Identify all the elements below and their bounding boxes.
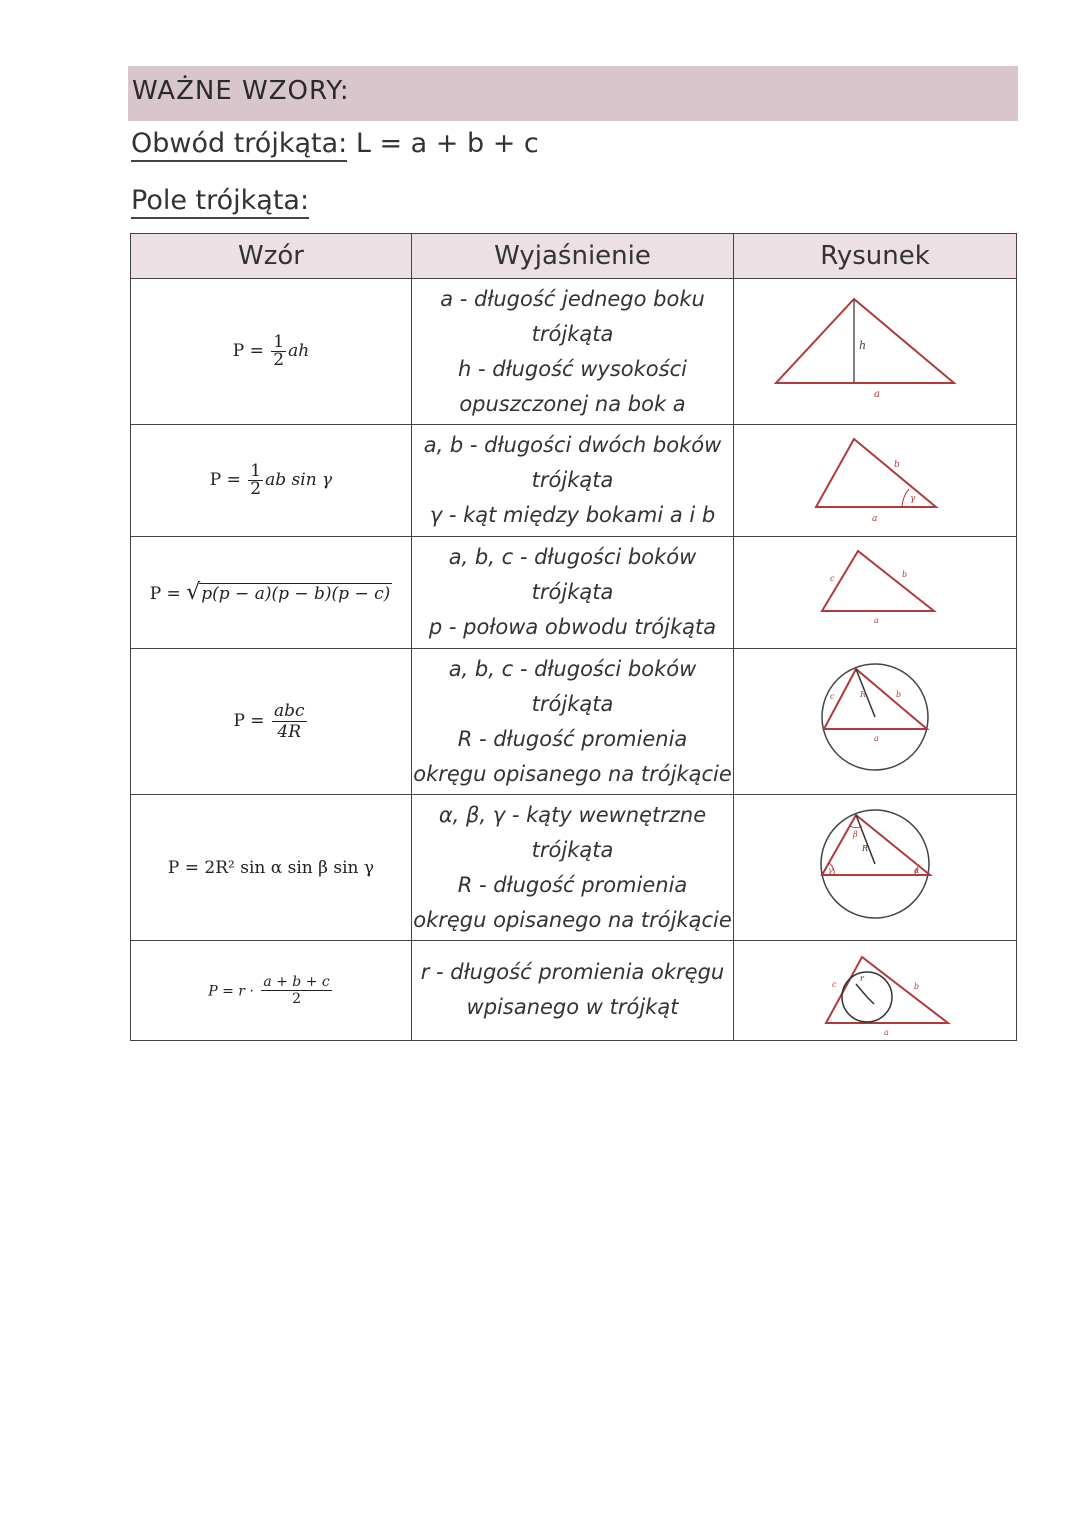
formula-lhs: P =	[233, 711, 265, 731]
table-row	[131, 279, 1017, 425]
formula-rhs: ah	[288, 341, 310, 361]
table-row	[131, 537, 1017, 649]
formula-cell	[131, 649, 412, 795]
explanation-line: R - długość promienia	[457, 872, 688, 897]
label-b: b	[914, 982, 920, 991]
perimeter-expression: L = a + b + c	[347, 128, 539, 159]
label-a: a	[874, 734, 879, 743]
fraction-denominator: 2	[273, 350, 285, 370]
explanation-line: a, b - długości dwóch boków	[423, 433, 722, 457]
drawing-cell	[734, 941, 1017, 1041]
explanation-line: r - długość promienia okręgu	[420, 960, 725, 984]
explanation-line: R - długość promienia	[457, 726, 688, 751]
formula-cell	[131, 537, 412, 649]
label-a: a	[872, 514, 878, 524]
explanation-line: trójkąta	[531, 321, 614, 346]
explanation-line: α, β, γ - kąty wewnętrzne	[438, 802, 707, 827]
fraction-denominator: 2	[250, 479, 262, 499]
explanation-cell	[412, 425, 734, 537]
explanation-line: p - połowa obwodu trójkąta	[428, 615, 717, 639]
explanation-line: a, b, c - długości boków	[448, 545, 697, 569]
label-c: c	[830, 574, 835, 583]
header-bar	[128, 66, 1018, 121]
label-c: c	[832, 980, 837, 989]
perimeter-label: Obwód trójkąta:	[131, 128, 347, 162]
fraction	[248, 463, 263, 498]
explanation-line: wpisanego w trójkąt	[466, 995, 679, 1019]
label-beta: β	[853, 830, 858, 839]
formula-lhs: P =	[149, 584, 181, 604]
explanation-cell	[412, 649, 734, 795]
explanation-cell	[412, 941, 734, 1041]
formulas-table	[130, 233, 1017, 1041]
triangle-height-diagram	[734, 279, 1017, 420]
explanation-line: trójkąta	[531, 468, 614, 492]
formula-lhs: P = r ·	[208, 983, 254, 999]
label-R: R	[860, 690, 867, 699]
explanation-line: a - długość jednego boku	[440, 286, 705, 311]
explanation-line: h - długość wysokości	[458, 356, 687, 381]
table-row	[131, 941, 1017, 1041]
label-a: a	[874, 616, 879, 625]
formula-lhs: P =	[232, 341, 264, 361]
label-c: c	[830, 692, 835, 701]
label-r: r	[860, 974, 864, 983]
perimeter-formula	[131, 128, 539, 159]
triangle-sides-diagram	[734, 537, 1017, 644]
fraction-numerator: 1	[250, 461, 262, 481]
fraction	[272, 701, 307, 742]
table-row	[131, 795, 1017, 941]
explanation-line: okręgu opisanego na trójkącie	[413, 907, 732, 932]
fraction-numerator: a + b + c	[263, 973, 330, 990]
fraction	[271, 334, 286, 369]
table-header-row	[131, 234, 1017, 279]
area-label: Pole trójkąta:	[131, 185, 309, 219]
header-formula: Wzór	[131, 234, 412, 279]
drawing-cell	[734, 279, 1017, 425]
formula-text: P = 2R² sin α sin β sin γ	[167, 857, 375, 878]
fraction-denominator: 2	[292, 990, 301, 1007]
formula-cell	[131, 941, 412, 1041]
formula-cell	[131, 279, 412, 425]
explanation-line: trójkąta	[531, 837, 614, 862]
label-b: b	[894, 460, 900, 470]
radical-sign: √	[186, 580, 201, 605]
drawing-cell	[734, 795, 1017, 941]
formula-cell	[131, 425, 412, 537]
explanation-line: opuszczonej na bok a	[459, 391, 686, 416]
label-gamma: γ	[828, 866, 833, 875]
fraction	[261, 974, 331, 1008]
header-explanation: Wyjaśnienie	[412, 234, 734, 279]
formula-rhs: ab sin γ	[265, 470, 333, 490]
explanation-line: okręgu opisanego na trójkącie	[413, 761, 732, 786]
explanation-line: γ - kąt między bokami a i b	[429, 503, 716, 527]
circumscribed-circle-diagram	[734, 649, 1017, 790]
explanation-cell	[412, 795, 734, 941]
fraction-numerator: 1	[273, 332, 285, 352]
header-drawing: Rysunek	[734, 234, 1017, 279]
drawing-cell	[734, 537, 1017, 649]
label-R: R	[862, 844, 869, 853]
angles-circle-diagram	[734, 795, 1017, 936]
formula-cell	[131, 795, 412, 941]
area-heading	[131, 185, 309, 216]
table-row	[131, 649, 1017, 795]
page-title: WAŻNE WZORY:	[132, 76, 350, 106]
drawing-cell	[734, 425, 1017, 537]
label-b: b	[896, 690, 902, 699]
triangle-angle-diagram	[734, 425, 1017, 532]
formula-lhs: P =	[209, 470, 241, 490]
radicand: p(p − a)(p − b)(p − c)	[201, 584, 391, 604]
label-gamma: γ	[910, 494, 916, 504]
label-a: a	[884, 1028, 889, 1036]
fraction-denominator: 4R	[277, 722, 302, 742]
explanation-line: trójkąta	[531, 580, 614, 604]
label-alpha: α	[914, 866, 920, 875]
drawing-cell	[734, 649, 1017, 795]
label-h: h	[859, 339, 867, 352]
explanation-cell	[412, 537, 734, 649]
inscribed-circle-diagram	[734, 941, 1017, 1036]
table-row	[131, 425, 1017, 537]
explanation-line: trójkąta	[531, 691, 614, 716]
explanation-line: a, b, c - długości boków	[448, 656, 697, 681]
label-b: b	[902, 570, 908, 579]
explanation-cell	[412, 279, 734, 425]
label-a: a	[874, 389, 880, 400]
fraction-numerator: abc	[273, 701, 305, 721]
